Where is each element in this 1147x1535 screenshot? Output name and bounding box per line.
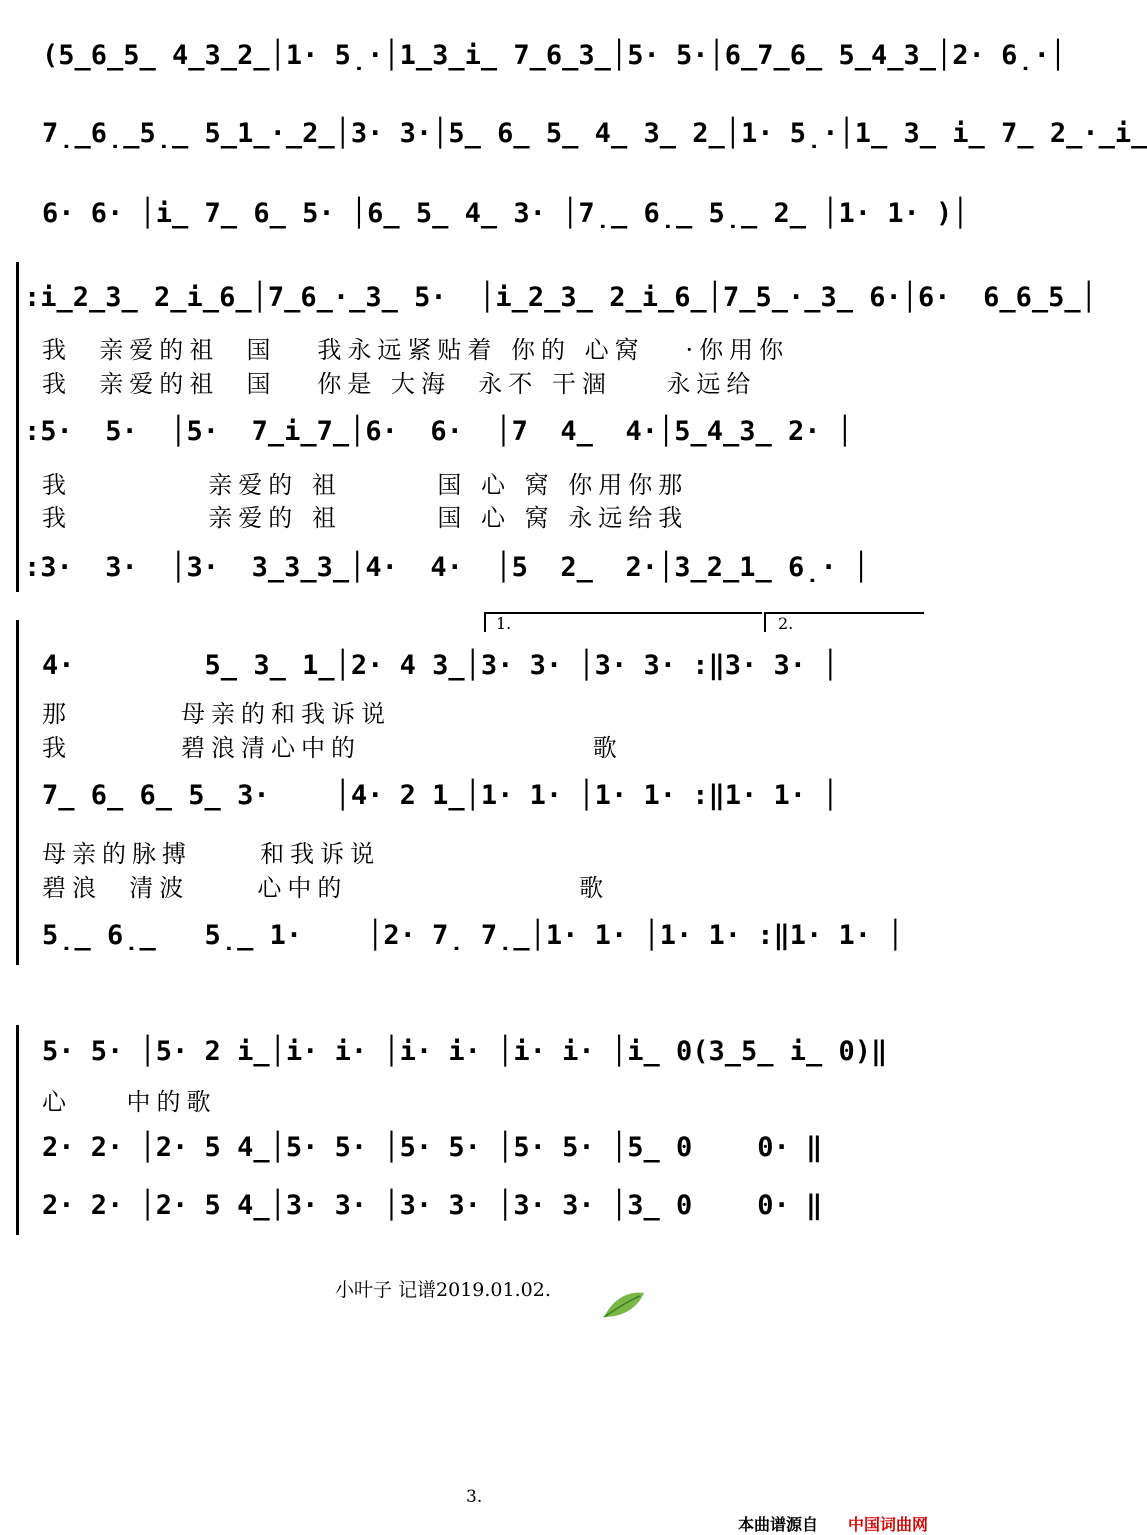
score-row-9: 5̣̲ 6̣̲ 5̣̲ 1· │2· 7̣ 7̣̲│1· 1· │1· 1· :‖1· 1· │ <box>42 920 904 951</box>
volta-2-label: 2. <box>778 614 794 633</box>
score-row-8: 7̲ 6̲ 6̲ 5̲ 3· │4· 2 1̲│1· 1· │1· 1· :‖1· 1· │ <box>42 780 839 811</box>
score-row-3: 6· 6· │i̲ 7̲ 6̲ 5· │6̲ 5̲ 4̲ 3· │7̣̲ 6̣̲ 5̣̲ 2̲ │1· 1· )│ <box>42 198 969 229</box>
lyrics-7a: 那 母亲的和我诉说 <box>42 700 392 728</box>
volta-1-bracket <box>484 612 762 632</box>
score-row-1: (5̲6̲5̲ 4̲3̲2̲│1· 5̣·│1̲3̲i̲ 7̲6̲3̲│5· 5·│6̲7̲6̲ 5̲4̲3̲│2· 6̣·│ <box>42 40 1067 71</box>
score-row-10: 5· 5· │5· 2 i̲│i· i· │i· i· │i· i· │i̲ 0(3̲5̲ i̲ 0)‖ <box>42 1036 888 1067</box>
lyrics-7b: 我 碧浪清心中的 歌 <box>42 734 623 762</box>
score-row-5: :5· 5· │5· 7̲i̲7̲│6· 6· │7 4̲ 4·│5̲4̲3̲ 2· │ <box>24 416 854 447</box>
score-row-2: 7̣̲6̣̲5̣̲ 5̲1̲·̲2̲│3· 3·│5̲ 6̲ 5̲ 4̲ 3̲ 2̲│1· 5̣·│1̲ 3̲ i̲ 7̲ 2̲·̲i̲ <box>42 118 1147 149</box>
lyrics-5b: 我 亲爱的 祖 国 心 窝 永远给我 <box>42 504 689 532</box>
page-number: 3. <box>466 1487 483 1507</box>
score-row-4: :i̲2̲3̲ 2̲i̲6̲│7̲6̲·̲3̲ 5· │i̲2̲3̲ 2̲i̲6̲│7̲5̲·̲3̲ 6·│6· 6̲6̲5̲│ <box>24 282 1097 313</box>
score-row-7: 4· 5̲ 3̲ 1̲│2· 4 3̲│3· 3· │3· 3· :‖3· 3· │ <box>42 650 839 681</box>
lyrics-5a: 我 亲爱的 祖 国 心 窝 你用你那 <box>42 471 689 499</box>
system-brace-1 <box>16 262 19 592</box>
system-brace-3 <box>16 1025 19 1235</box>
transcriber-note: 小叶子 记谱2019.01.02. <box>335 1279 551 1301</box>
source-label: 本曲谱源自 <box>738 1517 819 1534</box>
volta-1-label: 1. <box>496 614 512 633</box>
lyrics-10a: 心 中的歌 <box>42 1088 217 1116</box>
score-row-11: 2· 2· │2· 5 4̲│5· 5· │5· 5· │5· 5· │5̲ 0 0· ‖ <box>42 1132 823 1163</box>
lyrics-8a: 母亲的脉搏 和我诉说 <box>42 840 381 868</box>
score-row-12: 2· 2· │2· 5 4̲│3· 3· │3· 3· │3· 3· │3̲ 0 0· ‖ <box>42 1190 823 1221</box>
lyrics-8b: 碧浪 清波 心中的 歌 <box>42 874 610 902</box>
lyrics-4b: 我 亲爱的祖 国 你是 大海 永不 干涸 永远给 <box>42 370 757 398</box>
score-row-6: :3· 3· │3· 3̲3̲3̲│4· 4· │5 2̲ 2·│3̲2̲1̲ 6̣· │ <box>24 552 870 583</box>
lyrics-4a: 我 亲爱的祖 国 我永远紧贴着 你的 心窝 ·你用你 <box>42 336 790 364</box>
leaf-icon <box>590 1268 648 1325</box>
source-site-link[interactable]: 中国词曲网 <box>848 1517 929 1534</box>
system-brace-2 <box>16 620 19 965</box>
